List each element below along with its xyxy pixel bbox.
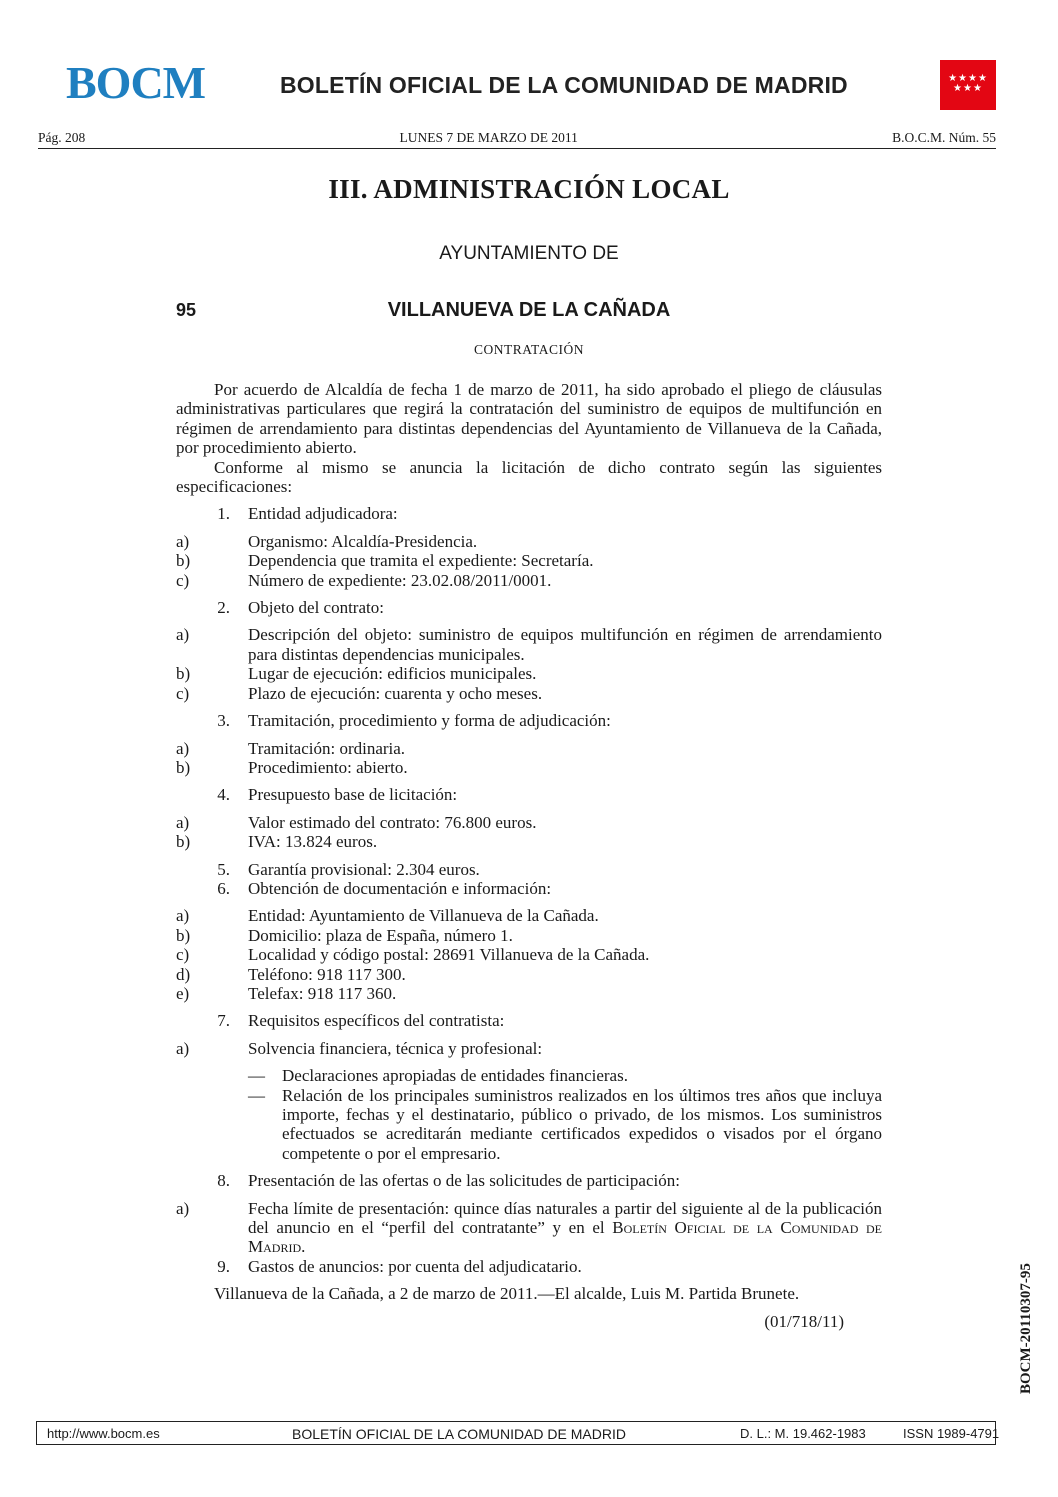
subject-heading: CONTRATACIÓN <box>474 342 584 357</box>
item-text: Gastos de anuncios: por cuenta del adjudicatario. <box>248 1256 582 1276</box>
issue-date: LUNES 7 DE MARZO DE 2011 <box>399 130 578 145</box>
list-item <box>176 598 882 617</box>
bulletin-title: BOLETÍN OFICIAL DE LA COMUNIDAD DE MADRID <box>280 72 848 98</box>
item-text: Teléfono: 918 117 300. <box>248 964 406 984</box>
list-item <box>176 1257 882 1276</box>
item-label: b) <box>176 757 191 777</box>
issue-number: B.O.C.M. Núm. 55 <box>892 130 996 145</box>
item-label: a) <box>176 625 190 645</box>
item-text: Descripción del objeto: suministro de equipos multifunción en régimen de arrendamiento para distintas dependencias municipales. <box>248 625 882 664</box>
item-label: a) <box>176 812 190 832</box>
municipality-heading: VILLANUEVA DE LA CAÑADA <box>387 299 671 321</box>
entry-number: 95 <box>176 300 197 320</box>
item-text-part: Fecha límite de presentación: quince días naturales a partir del siguiente al de la publicación del anuncio en el “perfil del contratante” y en el <box>248 1198 882 1238</box>
item-label: 9. <box>217 1256 230 1276</box>
item-text: Organismo: Alcaldía-Presidencia. <box>248 531 478 551</box>
signature-line: Villanueva de la Cañada, a 2 de marzo de 2011.—El alcalde, Luis M. Partida Brunete. <box>214 1284 800 1304</box>
list-item <box>176 906 882 925</box>
item-label: b) <box>176 551 191 571</box>
item-text: Domicilio: plaza de España, número 1. <box>248 925 513 945</box>
item-text: Plazo de ejecución: cuarenta y ocho meses. <box>248 683 543 703</box>
item-text: Telefax: 918 117 360. <box>248 983 397 1003</box>
item-label: c) <box>176 570 190 590</box>
item-label: b) <box>176 925 191 945</box>
item-text: Presupuesto base de licitación: <box>248 785 458 805</box>
paragraph: Por acuerdo de Alcaldía de fecha 1 de marzo de 2011, ha sido aprobado el pliego de cláusulas administrativas particulares que regirá la contratación del suministro de equipos de multifunción en régimen de arrendamiento para distintas dependencias del Ayuntamiento de Villanueva de la Cañada, por procedimiento abierto. <box>176 380 882 458</box>
dash-label: — <box>248 1085 265 1105</box>
list-item <box>176 785 882 804</box>
item-label: 8. <box>217 1171 230 1191</box>
list-item <box>176 739 882 758</box>
item-text: Relación de los principales suministros realizados en los últimos tres años que incluya importe, fechas y el destinatario, público o privado, de los mismos. Los suministros efectuados se acreditarán mediante certificados expedidos o visados por el órgano competente o por el empresario. <box>282 1085 882 1163</box>
item-text <box>248 1199 882 1257</box>
list-item <box>176 860 882 879</box>
item-label: 7. <box>217 1011 230 1031</box>
item-text: Dependencia que tramita el expediente: Secretaría. <box>248 551 594 571</box>
item-label: c) <box>176 683 190 703</box>
list-item <box>176 664 882 683</box>
announcement-body <box>176 380 882 1331</box>
item-text: Requisitos específicos del contratista: <box>248 1011 505 1031</box>
paragraph: Conforme al mismo se anuncia la licitación de dicho contrato según las siguientes especificaciones: <box>176 457 882 497</box>
list-item <box>176 625 882 664</box>
item-text: IVA: 13.824 euros. <box>248 832 378 852</box>
item-text: Tramitación: ordinaria. <box>248 738 406 758</box>
item-label: a) <box>176 1038 190 1058</box>
list-item <box>176 1011 882 1030</box>
item-text: Procedimiento: abierto. <box>248 757 408 777</box>
madrid-flag-logo <box>940 60 996 110</box>
list-item <box>176 965 882 984</box>
list-item <box>176 684 882 703</box>
item-text: Número de expediente: 23.02.08/2011/0001. <box>248 570 552 590</box>
bocm-logo: BOCM <box>66 57 206 108</box>
list-item <box>176 1199 882 1257</box>
footer-url-link[interactable]: http://www.bocm.es <box>47 1426 160 1441</box>
list-item <box>176 711 882 730</box>
item-text: Garantía provisional: 2.304 euros. <box>248 859 480 879</box>
list-item <box>176 758 882 777</box>
page-number: Pág. 208 <box>38 130 86 145</box>
flag-stars: ★★★★ ★★★ <box>948 73 988 94</box>
item-text: Objeto del contrato: <box>248 598 384 618</box>
list-item <box>176 813 882 832</box>
list-item <box>176 571 882 590</box>
item-label: d) <box>176 964 191 984</box>
item-text: Declaraciones apropiadas de entidades financieras. <box>282 1066 628 1086</box>
list-item <box>176 551 882 570</box>
item-text: Obtención de documentación e información: <box>248 878 552 898</box>
item-text: Tramitación, procedimiento y forma de adjudicación: <box>248 711 611 731</box>
item-text: Presentación de las ofertas o de las solicitudes de participación: <box>248 1171 680 1191</box>
item-text: Lugar de ejecución: edificios municipales. <box>248 664 537 684</box>
reference-code: (01/718/11) <box>764 1311 844 1331</box>
council-heading: AYUNTAMIENTO DE <box>439 243 619 264</box>
bulletin-name-small-caps: Boletín Oficial de la Comunidad de Madrid <box>248 1218 882 1257</box>
list-item <box>176 1039 882 1058</box>
item-label: 4. <box>217 785 230 805</box>
document-vertical-id: BOCM-20110307-95 <box>1018 1263 1034 1394</box>
item-label: 6. <box>217 878 230 898</box>
list-item <box>176 1171 882 1190</box>
item-label: b) <box>176 664 191 684</box>
item-label: e) <box>176 983 190 1003</box>
dash-label: — <box>248 1066 265 1086</box>
item-label: 3. <box>217 711 230 731</box>
dash-item <box>176 1066 882 1085</box>
item-text-part: . <box>301 1237 306 1257</box>
footer-issn: ISSN 1989-4791 <box>903 1426 1000 1441</box>
list-item <box>176 984 882 1003</box>
item-text: Valor estimado del contrato: 76.800 euros. <box>248 812 537 832</box>
item-label: 2. <box>217 598 230 618</box>
item-label: a) <box>176 738 190 758</box>
page-footer <box>36 1421 1000 1445</box>
item-label: 5. <box>217 859 230 879</box>
list-item <box>176 926 882 945</box>
list-item <box>176 532 882 551</box>
list-item <box>176 504 882 523</box>
footer-legal-deposit: D. L.: M. 19.462-1983 <box>740 1426 866 1441</box>
list-item <box>176 832 882 851</box>
section-title: III. ADMINISTRACIÓN LOCAL <box>328 174 730 204</box>
list-item <box>176 945 882 964</box>
dash-item <box>176 1086 882 1164</box>
item-text: Entidad: Ayuntamiento de Villanueva de la Cañada. <box>248 906 599 926</box>
item-label: 1. <box>217 504 230 524</box>
list-item <box>176 879 882 898</box>
footer-title: BOLETÍN OFICIAL DE LA COMUNIDAD DE MADRID <box>292 1426 626 1442</box>
item-label: b) <box>176 832 191 852</box>
item-text: Entidad adjudicadora: <box>248 504 398 524</box>
item-label: a) <box>176 531 190 551</box>
item-text: Solvencia financiera, técnica y profesional: <box>248 1038 543 1058</box>
item-text: Localidad y código postal: 28691 Villanueva de la Cañada. <box>248 945 650 965</box>
item-label: c) <box>176 945 190 965</box>
page-meta-line <box>38 130 996 149</box>
item-label: a) <box>176 1198 190 1218</box>
item-label: a) <box>176 906 190 926</box>
